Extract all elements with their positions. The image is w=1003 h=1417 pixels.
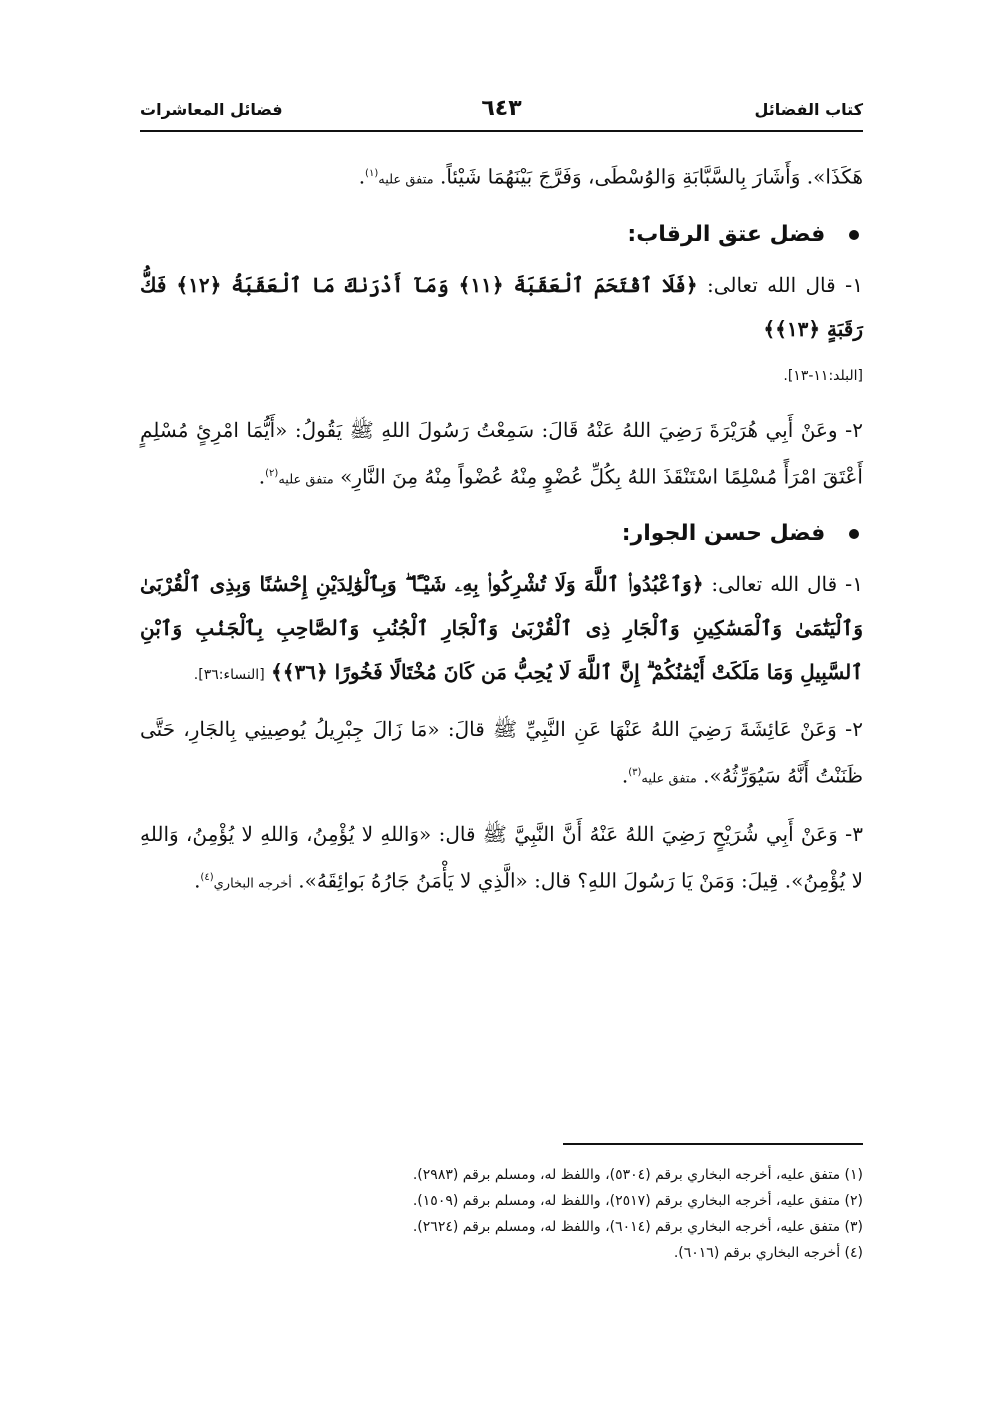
item-lead: قال الله تعالى: bbox=[706, 272, 836, 297]
hadith-tag: متفق عليه bbox=[641, 771, 697, 787]
section-title: فضل حسن الجوار: bbox=[621, 521, 826, 547]
item-number: ٣- bbox=[845, 821, 864, 846]
bullet-icon bbox=[849, 230, 859, 240]
page-number: ٦٤٣ bbox=[481, 96, 522, 121]
list-item bbox=[140, 408, 863, 503]
verse-reference: [النساء:٣٦]. bbox=[193, 667, 265, 684]
intro-text: هَكَذَا». وَأَشَارَ بِالسَّبَّابَةِ وَالوُسْطَى، وَفَرَّجَ بَيْنَهُمَا شَيْئاً. bbox=[439, 164, 863, 189]
footnote-marker: (٢) bbox=[265, 467, 279, 479]
section-heading-freeing-slaves bbox=[140, 213, 863, 257]
verse-reference: [البلد:١١-١٣]. bbox=[783, 367, 863, 384]
item-number: ٢- bbox=[845, 717, 864, 742]
hadith-text: وعَنْ أَبِي هُرَيْرَةَ رَضِيَ اللهُ عَنْهُ قَالَ: سَمِعْتُ رَسُولَ اللهِ ﷺ يَقُولُ: «أَيُّمَا امْرِئٍ مُسْلِمٍ أَعْتَقَ امْرَأً مُسْلِمًا اسْتَنْقَذَ اللهُ بِكُلِّ عُضْوٍ مِنْهُ عُضْواً مِنْهُ مِنَ النَّارِ» bbox=[140, 417, 863, 489]
book-title: كتاب الفضائل bbox=[754, 100, 863, 119]
list-item bbox=[140, 812, 863, 907]
section-title: فضل عتق الرقاب: bbox=[627, 221, 826, 247]
intro-tag: متفق عليه bbox=[378, 172, 434, 188]
item-number: ١- bbox=[845, 572, 863, 597]
intro-footnote-marker: (١) bbox=[365, 168, 379, 179]
footnote-marker: (٤) bbox=[200, 871, 214, 883]
footnote-3: (٣) متفق عليه، أخرجه البخاري برقم (٦٠١٤)، واللفظ له، ومسلم برقم (٢٦٢٤). bbox=[412, 1219, 863, 1235]
section-heading-good-neighborliness bbox=[140, 512, 863, 556]
item-number: ١- bbox=[845, 272, 864, 297]
page-header bbox=[140, 96, 863, 132]
item-end: . bbox=[258, 464, 266, 489]
quran-verse: ﴿وَٱعْبُدُوا۟ ٱللَّهَ وَلَا تُشْرِكُوا۟ بِهِۦ شَيْـًٔا ۖ وَبِٱلْوَٰلِدَيْنِ إِحْسَٰنًا وَبِذِى ٱلْقُرْبَىٰ وَٱلْيَتَٰمَىٰ وَٱلْمَسَٰكِينِ وَٱلْجَارِ ذِى ٱلْقُرْبَىٰ وَٱلْجَارِ ٱلْجُنُبِ وَٱلصَّاحِبِ بِٱلْجَنۢبِ وَٱبْنِ ٱلسَّبِيلِ وَمَا مَلَكَتْ أَيْمَٰنُكُمْ ۗ إِنَّ ٱللَّهَ لَا يُحِبُّ مَن كَانَ مُخْتَالًا فَخُورًا ﴿٣٦﴾﴾ bbox=[140, 572, 863, 685]
hadith-text: وَعَنْ عَائِشَةَ رَضِيَ اللهُ عَنْهَا عَنِ النَّبِيِّ ﷺ قالَ: «مَا زَالَ جِبْرِيلُ يُوصِينِي بِالجَارِ، حَتَّى ظَنَنْتُ أَنَّهُ سَيُوَرِّثُهُ». bbox=[140, 717, 863, 788]
footnote-marker: (٣) bbox=[628, 767, 642, 779]
hadith-tag: أخرجه البخاري bbox=[213, 876, 292, 892]
item-end: . bbox=[194, 868, 201, 893]
quran-verse: ﴿فَلَا ٱقْتَحَمَ ٱلْعَقَبَةَ ﴿١١﴾ وَمَآ أَدْرَىٰكَ مَا ٱلْعَقَبَةُ ﴿١٢﴾ فَكُّ رَقَبَةٍ ﴿١٣﴾﴾ bbox=[140, 272, 863, 341]
list-item bbox=[140, 707, 863, 802]
footnotes bbox=[140, 1162, 863, 1266]
footnote-2: (٢) متفق عليه، أخرجه البخاري برقم (٢٥١٧)، واللفظ له، ومسلم برقم (١٥٠٩). bbox=[412, 1193, 863, 1209]
footnote-4: (٤) أخرجه البخاري برقم (٦٠١٦). bbox=[673, 1245, 863, 1261]
hadith-text: وَعَنْ أَبِي شُرَيْحٍ رَضِيَ اللهُ عَنْهُ أَنَّ النَّبِيَّ ﷺ قال: «وَاللهِ لا يُؤْمِنُ، وَاللهِ لا يُؤْمِنُ، وَاللهِ لا يُؤْمِنُ». قِيلَ: وَمَنْ يَا رَسُولَ اللهِ؟ قال: «الَّذِي لا يَأْمَنُ جَارُهُ بَوائِقَهُ». bbox=[140, 821, 863, 893]
item-end: . bbox=[621, 763, 629, 788]
intro-paragraph bbox=[140, 152, 863, 203]
list-item bbox=[140, 263, 863, 398]
list-item bbox=[140, 562, 863, 697]
intro-end: . bbox=[358, 164, 366, 189]
footnote-divider bbox=[563, 1143, 863, 1145]
page-body bbox=[140, 152, 863, 917]
chapter-title: فضائل المعاشرات bbox=[140, 100, 283, 119]
item-lead: قال الله تعالى: bbox=[711, 572, 838, 597]
item-number: ٢- bbox=[845, 417, 864, 442]
footnote-1: (١) متفق عليه، أخرجه البخاري برقم (٥٣٠٤)، واللفظ له، ومسلم برقم (٢٩٨٣). bbox=[412, 1167, 863, 1183]
hadith-tag: متفق عليه bbox=[278, 472, 334, 488]
bullet-icon bbox=[849, 529, 859, 539]
